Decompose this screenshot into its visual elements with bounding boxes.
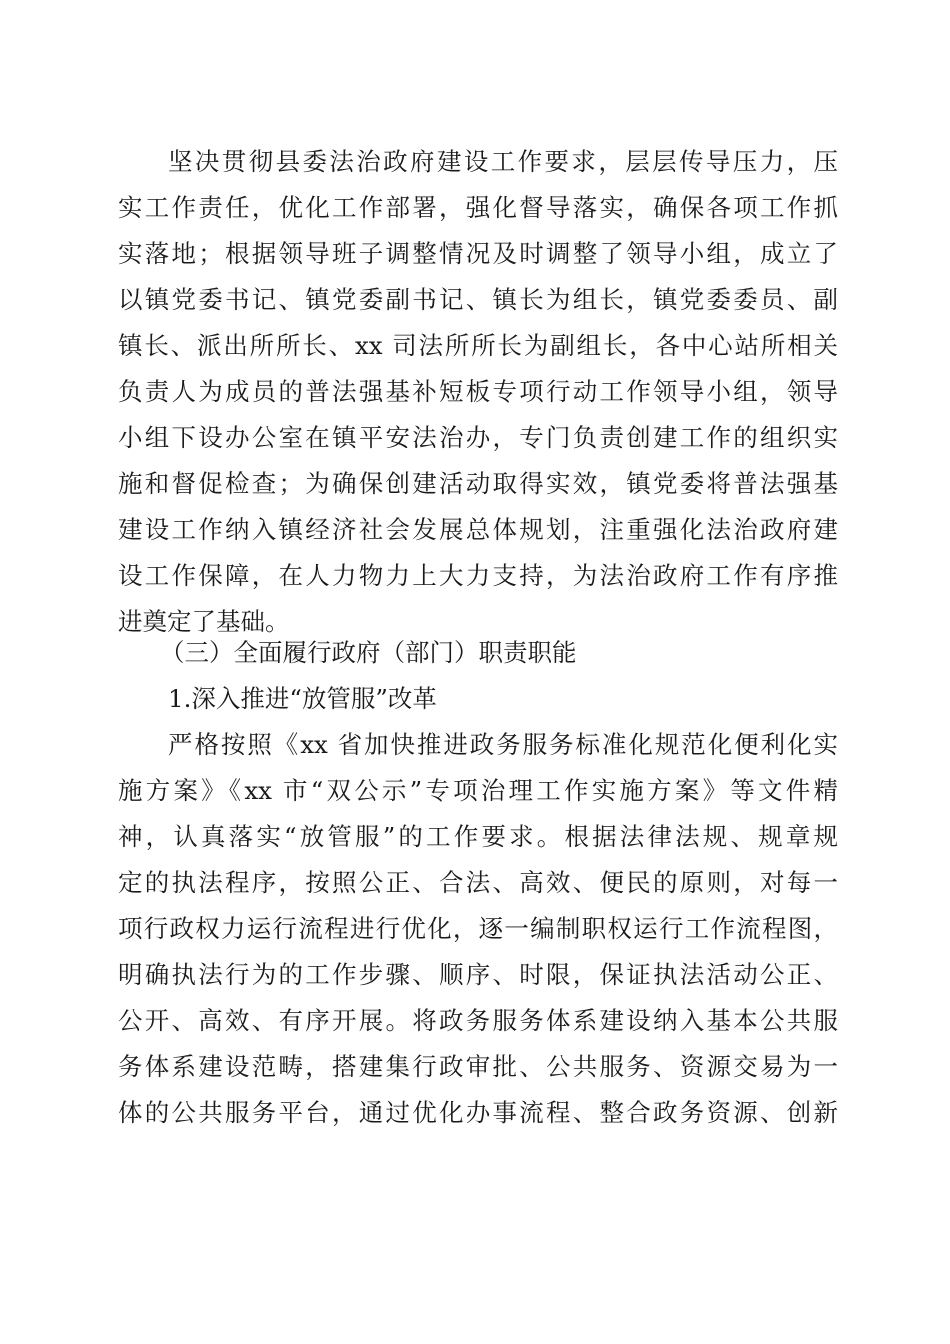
section-heading-3: （三）全面履行政府（部门）职责职能: [160, 638, 577, 667]
paragraph-1-line-9: 建设工作纳入镇经济社会发展总体规划，注重强化法治政府建: [118, 515, 838, 544]
paragraph-1-line-2: 实工作责任，优化工作部署，强化督导落实，确保各项工作抓: [118, 193, 838, 222]
paragraph-1-line-11: 进奠定了基础。: [118, 607, 290, 636]
paragraph-1-line-5: 镇长、派出所所长、xx 司法所所长为副组长，各中心站所相关: [118, 331, 838, 360]
paragraph-2-line-3: 神，认真落实“放管服”的工作要求。根据法律法规、规章规: [118, 822, 838, 851]
paragraph-2-line-6: 明确执法行为的工作步骤、顺序、时限，保证执法活动公正、: [118, 960, 838, 989]
paragraph-2-line-9: 体的公共服务平台，通过优化办事流程、整合政务资源、创新: [118, 1098, 838, 1127]
paragraph-2-line-4: 定的执法程序，按照公正、合法、高效、便民的原则，对每一: [118, 868, 838, 897]
paragraph-1-line-4: 以镇党委书记、镇党委副书记、镇长为组长，镇党委委员、副: [118, 285, 838, 314]
paragraph-2-line-5: 项行政权力运行流程进行优化，逐一编制职权运行工作流程图，: [118, 914, 838, 943]
paragraph-1-line-3: 实落地；根据领导班子调整情况及时调整了领导小组，成立了: [118, 239, 838, 268]
paragraph-1-line-6: 负责人为成员的普法强基补短板专项行动工作领导小组，领导: [118, 377, 838, 406]
paragraph-2-line-2: 施方案》《xx 市“双公示”专项治理工作实施方案》等文件精: [118, 776, 838, 805]
paragraph-1-line-10: 设工作保障，在人力物力上大力支持，为法治政府工作有序推: [118, 561, 838, 590]
paragraph-1-line-8: 施和督促检查；为确保创建活动取得实效，镇党委将普法强基: [118, 469, 838, 498]
paragraph-1-line-7: 小组下设办公室在镇平安法治办，专门负责创建工作的组织实: [118, 423, 838, 452]
paragraph-2-line-8: 务体系建设范畴，搭建集行政审批、公共服务、资源交易为一: [118, 1052, 838, 1081]
paragraph-1-line-1: 坚决贯彻县委法治政府建设工作要求，层层传导压力，压: [168, 147, 838, 176]
paragraph-2-line-1: 严格按照《xx 省加快推进政务服务标准化规范化便利化实: [168, 730, 838, 759]
paragraph-2-line-7: 公开、高效、有序开展。将政务服务体系建设纳入基本公共服: [118, 1006, 838, 1035]
subheading-1: 1.深入推进“放管服”改革: [168, 684, 437, 713]
